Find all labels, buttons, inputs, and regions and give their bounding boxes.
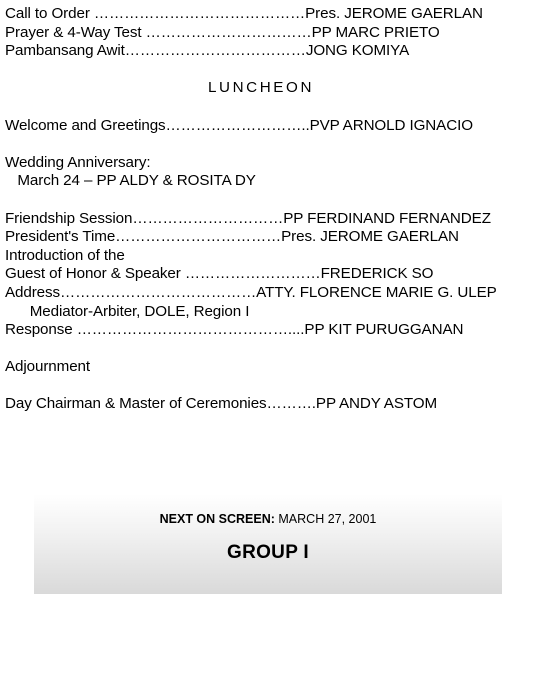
next-on-screen-line (34, 512, 502, 526)
address-line: Address…………………………………ATTY. FLORENCE MARIE G. ULEP (5, 283, 497, 301)
luncheon-heading: LUNCHEON (207, 79, 315, 97)
next-on-screen-label: NEXT ON SCREEN: (159, 512, 275, 526)
spacer (5, 98, 535, 117)
anthem-line: Pambansang Awit………………………………JONG KOMIYA (5, 42, 410, 60)
day-chairman-line: Day Chairman & Master of Ceremonies……….PP ANDY ASTOM (5, 395, 438, 413)
spacer (5, 377, 535, 396)
response-line: Response ……………………………………....PP KIT PURUGGANAN (5, 321, 464, 339)
call-to-order-line: Call to Order ……………………………………Pres. JEROME GAERLAN (5, 5, 483, 22)
spacer (5, 191, 535, 210)
next-on-screen-box (34, 494, 502, 594)
anniversary-heading: Wedding Anniversary: (5, 153, 151, 171)
welcome-line: Welcome and Greetings………………………..PVP ARNOLD IGNACIO (5, 116, 473, 134)
prayer-line: Prayer & 4-Way Test ……………………………PP MARC PRIETO (5, 23, 440, 41)
address-detail-line: Mediator-Arbiter, DOLE, Region I (5, 302, 250, 320)
friendship-line: Friendship Session…………………………PP FERDINAND FERNANDEZ (5, 209, 491, 227)
next-on-screen-date: MARCH 27, 2001 (274, 512, 377, 526)
introduction-line: Introduction of the (5, 246, 125, 264)
spacer (5, 135, 535, 154)
spacer (5, 340, 535, 359)
presidents-time-line: President's Time……………………………Pres. JEROME GAERLAN (5, 228, 459, 246)
meeting-program (5, 5, 535, 414)
anniversary-detail: March 24 – PP ALDY & ROSITA DY (5, 172, 256, 190)
guest-of-honor-line: Guest of Honor & Speaker ………………………FREDERICK SO (5, 265, 434, 283)
spacer (5, 61, 535, 80)
group-name: GROUP I (227, 542, 309, 563)
adjournment-line: Adjournment (5, 358, 91, 376)
